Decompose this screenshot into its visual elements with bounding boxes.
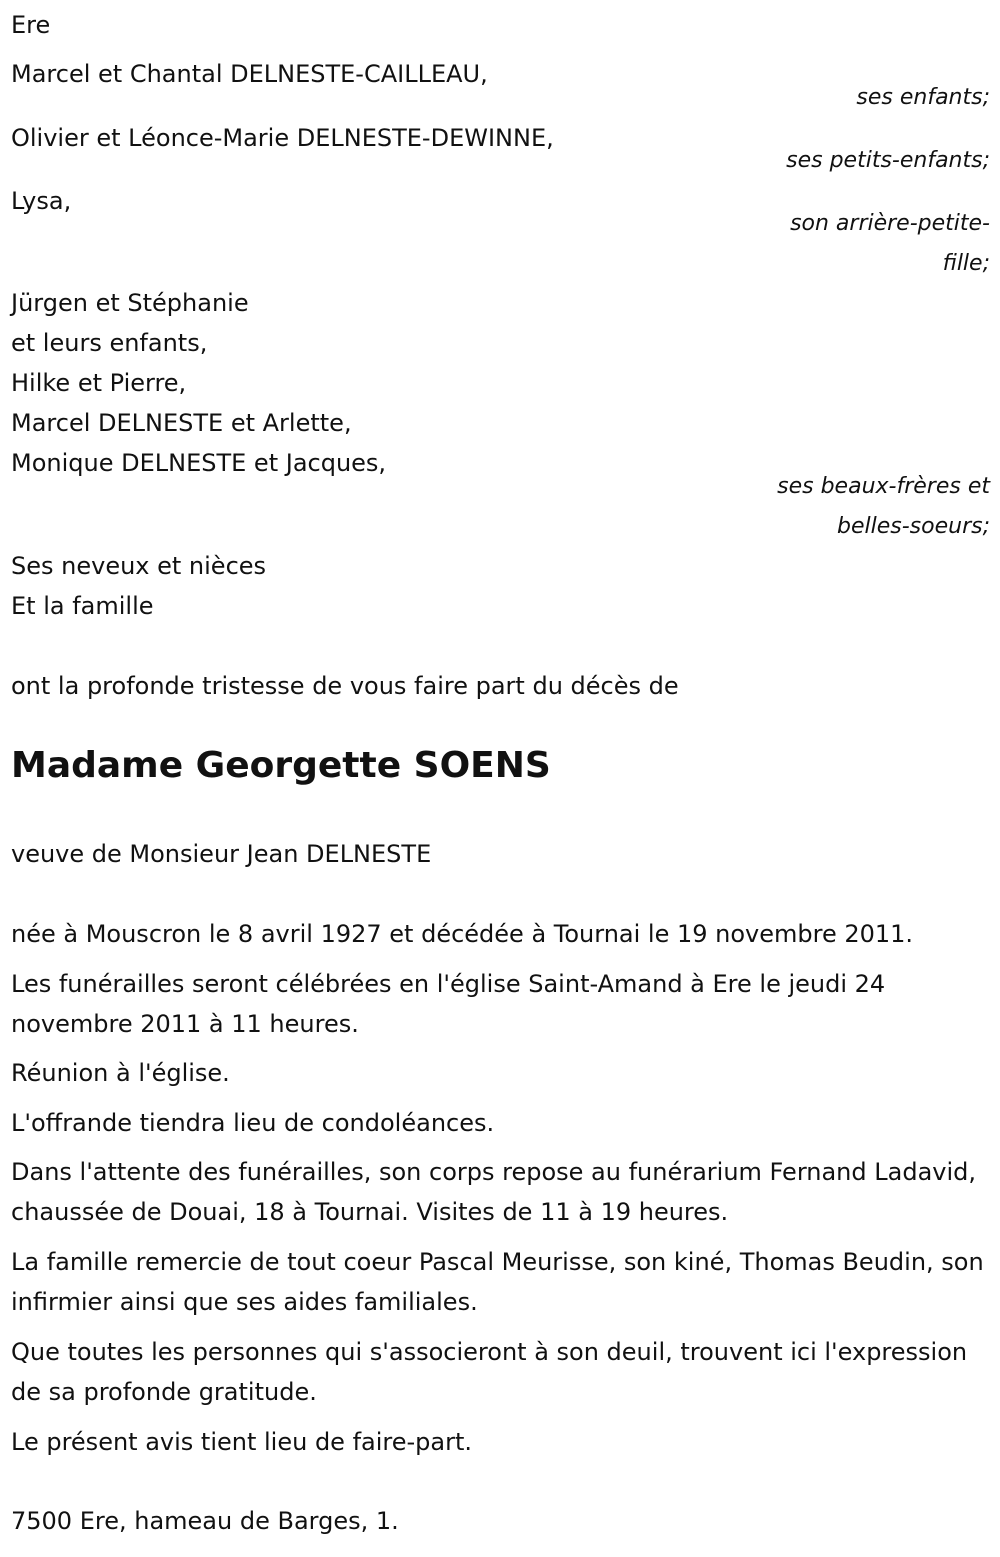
in-law-line: Monique DELNESTE et Jacques,	[11, 449, 387, 477]
gratitude-paragraph: Que toutes les personnes qui s'associeront à son deuil, trouvent ici l'expression de sa profonde gratitude.	[11, 1338, 968, 1406]
great-grandchild-name: Lysa,	[11, 187, 72, 215]
grandchildren-role: ses petits-enfants;	[786, 148, 990, 173]
announcement-text: ont la profonde tristesse de vous faire part du décès de	[11, 672, 679, 700]
great-grandchild-role-line-1: son arrière-petite-	[790, 211, 990, 236]
thanks-paragraph: La famille remercie de tout coeur Pascal Meurisse, son kiné, Thomas Beudin, son infirmier ainsi que ses aides familiales.	[11, 1248, 984, 1316]
in-laws-role-line-2: belles-soeurs;	[837, 514, 990, 539]
great-grandchild-role-line-2: fille;	[942, 251, 990, 276]
address-line: 7500 Ere, hameau de Barges, 1.	[11, 1507, 399, 1535]
relatives-line: Ses neveux et nièces	[11, 552, 267, 580]
offering-line: L'offrande tiendra lieu de condoléances.	[11, 1109, 495, 1137]
widow-of-line: veuve de Monsieur Jean DELNESTE	[11, 840, 432, 868]
meeting-line: Réunion à l'église.	[11, 1059, 230, 1087]
in-law-line: Jürgen et Stéphanie	[11, 289, 249, 317]
in-laws-role-line-1: ses beaux-frères et	[777, 474, 990, 499]
children-names: Marcel et Chantal DELNESTE-CAILLEAU,	[11, 60, 488, 88]
children-role: ses enfants;	[856, 85, 990, 110]
in-law-line: Hilke et Pierre,	[11, 369, 187, 397]
in-law-line: et leurs enfants,	[11, 329, 208, 357]
notice-line: Le présent avis tient lieu de faire-part.	[11, 1428, 473, 1456]
location-heading: Ere	[11, 11, 51, 39]
birth-death-line: née à Mouscron le 8 avril 1927 et décédée à Tournai le 19 novembre 2011.	[11, 920, 914, 948]
deceased-name: Madame Georgette SOENS	[11, 745, 551, 786]
grandchildren-names: Olivier et Léonce-Marie DELNESTE-DEWINNE,	[11, 124, 554, 152]
funeral-paragraph: Les funérailles seront célébrées en l'église Saint-Amand à Ere le jeudi 24 novembre 2011 à 11 heures.	[11, 970, 886, 1038]
in-law-line: Marcel DELNESTE et Arlette,	[11, 409, 352, 437]
funerarium-paragraph: Dans l'attente des funérailles, son corps repose au funérarium Fernand Ladavid, chaussée de Douai, 18 à Tournai. Visites de 11 à 19 heures.	[11, 1158, 977, 1226]
relatives-line: Et la famille	[11, 592, 154, 620]
